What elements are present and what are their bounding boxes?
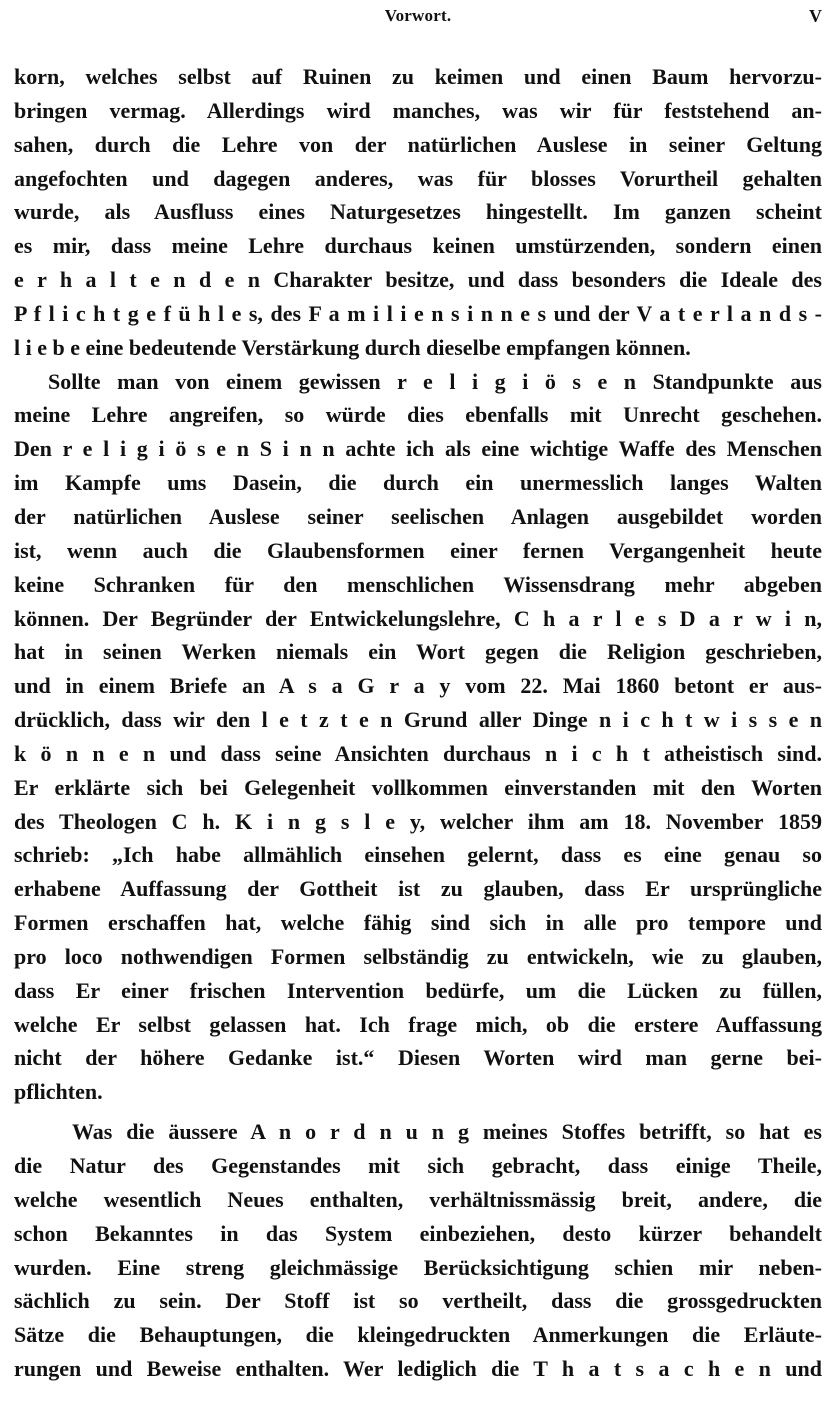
text-line: wurden. Eine streng gleichmässige Berücksichtigung schien mir neben- xyxy=(14,1254,822,1280)
text-line: korn, welches selbst auf Ruinen zu keimen und einen Baum hervorzu- xyxy=(14,64,822,89)
text-line: welche wesentlich Neues enthalten, verhältnissmässig breit, andere, die xyxy=(14,1186,822,1212)
text-line: erhabene Auffassung der Gottheit ist zu glauben, dass Er ursprüngliche xyxy=(14,876,822,902)
text-line: die Natur des Gegenstandes mit sich gebracht, dass einige Theile, xyxy=(14,1153,822,1178)
text-line: Sätze die Behauptungen, die kleingedruckten Anmerkungen die Erläute- xyxy=(14,1322,822,1348)
text-line: meine Lehre angreifen, so würde dies ebenfalls mit Unrecht geschehen. xyxy=(14,402,822,428)
text-line: k ö n n e n und dass seine Ansichten durchaus n i c h t atheistisch sind. xyxy=(14,740,822,766)
text-line: wurde, als Ausfluss eines Naturgesetzes hingestellt. Im ganzen scheint xyxy=(14,199,822,225)
text-line: Den r e l i g i ö s e n S i n n achte ich als eine wichtige Waffe des Menschen xyxy=(14,436,822,462)
text-line: hat in seinen Werken niemals ein Wort gegen die Religion geschrieben, xyxy=(14,639,822,665)
text-line: der natürlichen Auslese seiner seelischen Anlagen ausgebildet worden xyxy=(14,503,822,529)
text-line: Er erklärte sich bei Gelegenheit vollkommen einverstanden mit den Worten xyxy=(14,774,822,800)
text-line: rungen und Beweise enthalten. Wer lediglich die T h a t s a c h e n und xyxy=(14,1356,822,1382)
text-line: im Kampfe ums Dasein, die durch ein unermesslich langes Walten xyxy=(14,470,822,496)
page-number: V xyxy=(809,6,822,26)
text-line: nicht der höhere Gedanke ist.“ Diesen Worten wird man gerne bei- xyxy=(14,1045,822,1071)
text-line: es mir, dass meine Lehre durchaus keinen umstürzenden, sondern einen xyxy=(14,233,822,259)
text-line: pflichten. xyxy=(14,1079,103,1105)
text-line: ist, wenn auch die Glaubensformen einer fernen Vergangenheit heute xyxy=(14,537,822,563)
text-line: sahen, durch die Lehre von der natürlichen Auslese in seiner Geltung xyxy=(14,131,822,157)
text-line: schrieb: „Ich habe allmählich einsehen gelernt, dass es eine genau so xyxy=(14,842,822,868)
body-text xyxy=(14,60,822,1386)
text-line: Sollte man von einem gewissen r e l i g i ö s e n Standpunkte aus xyxy=(48,368,822,394)
text-line: und in einem Briefe an A s a G r a y vom 22. Mai 1860 betont er aus- xyxy=(14,673,822,699)
text-line: bringen vermag. Allerdings wird manches, was wir für feststehend an- xyxy=(14,97,822,123)
running-head-title: Vorwort. xyxy=(384,6,452,25)
text-line: Was die äussere A n o r d n u n g meines Stoffes betrifft, so hat es xyxy=(72,1119,822,1145)
text-line: Formen erschaffen hat, welche fähig sind sich in alle pro tempore und xyxy=(14,910,822,936)
running-head xyxy=(14,6,822,32)
text-line: können. Der Begründer der Entwickelungslehre, C h a r l e s D a r w i n, xyxy=(14,605,822,631)
text-line: drücklich, dass wir den l e t z t e n Grund aller Dinge n i c h t w i s s e n xyxy=(14,707,822,733)
text-line: keine Schranken für den menschlichen Wissensdrang mehr abgeben xyxy=(14,571,822,597)
text-line: angefochten und dagegen anderes, was für blosses Vorurtheil gehalten xyxy=(14,165,822,191)
text-line: sächlich zu sein. Der Stoff ist so vertheilt, dass die grossgedruckten xyxy=(14,1288,822,1314)
text-line: P f l i c h t g e f ü h l e s, des F a m i l i e n s i n n e s und der V a t e r l a n d s - xyxy=(14,300,822,326)
text-line: welche Er selbst gelassen hat. Ich frage mich, ob die erstere Auffassung xyxy=(14,1011,822,1037)
text-line: dass Er einer frischen Intervention bedürfe, um die Lücken zu füllen, xyxy=(14,977,822,1003)
text-line: l i e b e eine bedeutende Verstärkung durch dieselbe empfangen können. xyxy=(14,334,691,360)
text-line: e r h a l t e n d e n Charakter besitze, und dass besonders die Ideale des xyxy=(14,267,822,293)
text-line: schon Bekanntes in das System einbeziehen, desto kürzer behandelt xyxy=(14,1220,822,1246)
text-line: pro loco nothwendigen Formen selbständig zu entwickeln, wie zu glauben, xyxy=(14,943,822,969)
text-line: des Theologen C h. K i n g s l e y, welcher ihm am 18. November 1859 xyxy=(14,808,822,834)
